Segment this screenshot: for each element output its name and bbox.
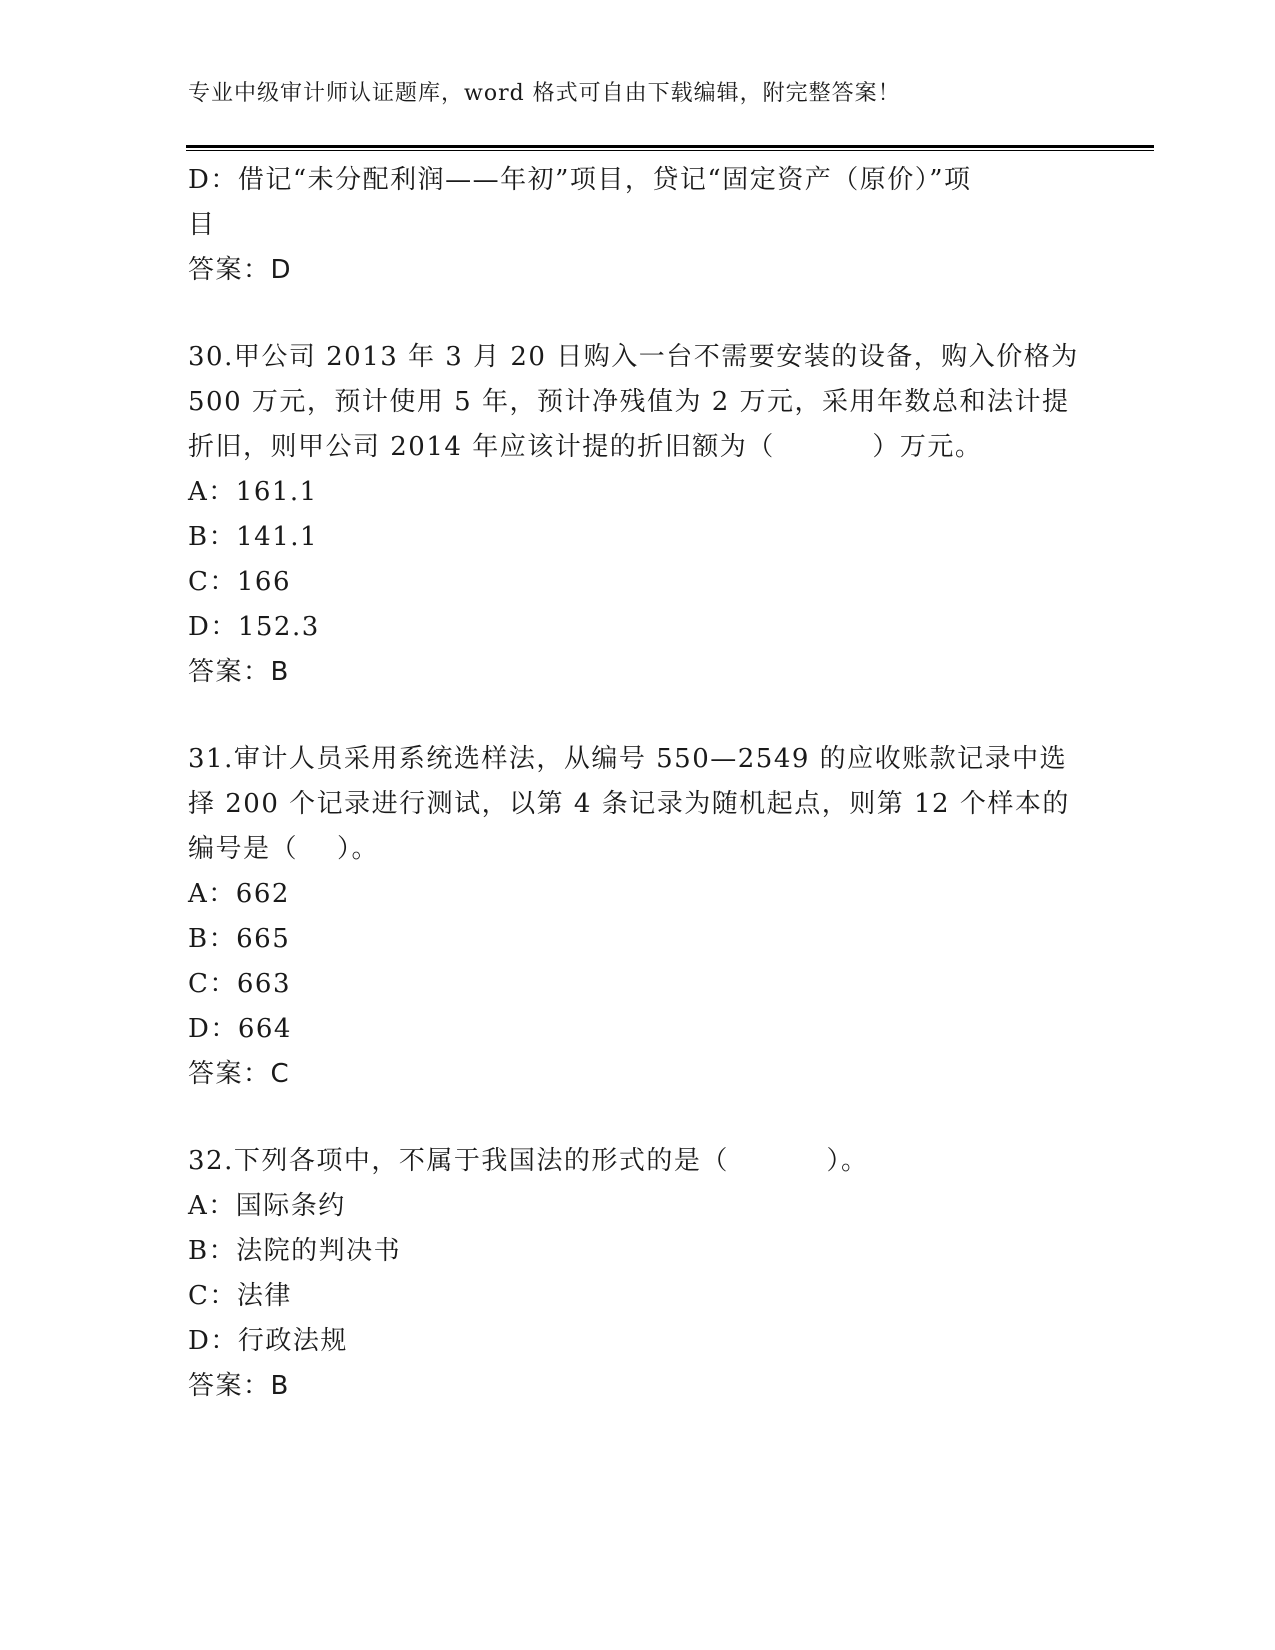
page-header: 专业中级审计师认证题库，word 格式可自由下载编辑，附完整答案！ (188, 81, 901, 106)
header-rule-thin (186, 150, 1154, 151)
previous-question-tail (188, 158, 1088, 293)
option-c: C：法律 (188, 1281, 292, 1311)
option-b: B：665 (188, 924, 291, 954)
document-body (188, 158, 1088, 1409)
question-stem-line: 32.下列各项中，不属于我国法的形式的是（ ）。 (188, 1146, 869, 1176)
option-d: D：664 (188, 1014, 292, 1044)
option-d: D：行政法规 (188, 1326, 348, 1356)
option-c: C：663 (188, 969, 292, 999)
question-31 (188, 737, 1088, 1097)
option-a: A：161.1 (188, 477, 318, 507)
answer-line: 答案：C (188, 1059, 291, 1089)
question-stem-line: 择 200 个记录进行测试，以第 4 条记录为随机起点，则第 12 个样本的 (188, 789, 1070, 819)
question-30 (188, 335, 1088, 695)
answer-line: 答案：B (188, 657, 290, 687)
question-stem-line: 编号是（ ）。 (188, 834, 380, 864)
question-stem-line: 折旧，则甲公司 2014 年应该计提的折旧额为（ ）万元。 (188, 432, 983, 462)
option-line: 目 (188, 210, 216, 240)
option-b: B：法院的判决书 (188, 1236, 402, 1266)
option-d: D：152.3 (188, 612, 320, 642)
answer-line: 答案：B (188, 1371, 290, 1401)
question-stem-line: 31.审计人员采用系统选样法，从编号 550—2549 的应收账款记录中选 (188, 744, 1068, 774)
option-a: A：国际条约 (188, 1191, 346, 1221)
answer-line: 答案：D (188, 255, 293, 285)
option-line: D：借记“未分配利润——年初”项目，贷记“固定资产（原价）”项 (188, 165, 972, 195)
option-c: C：166 (188, 567, 292, 597)
option-a: A：662 (188, 879, 290, 909)
header-rule-thick (186, 145, 1154, 148)
question-stem-line: 500 万元，预计使用 5 年，预计净残值为 2 万元，采用年数总和法计提 (188, 387, 1070, 417)
option-b: B：141.1 (188, 522, 319, 552)
question-stem-line: 30.甲公司 2013 年 3 月 20 日购入一台不需要安装的设备，购入价格为 (188, 342, 1079, 372)
question-32 (188, 1139, 1088, 1409)
